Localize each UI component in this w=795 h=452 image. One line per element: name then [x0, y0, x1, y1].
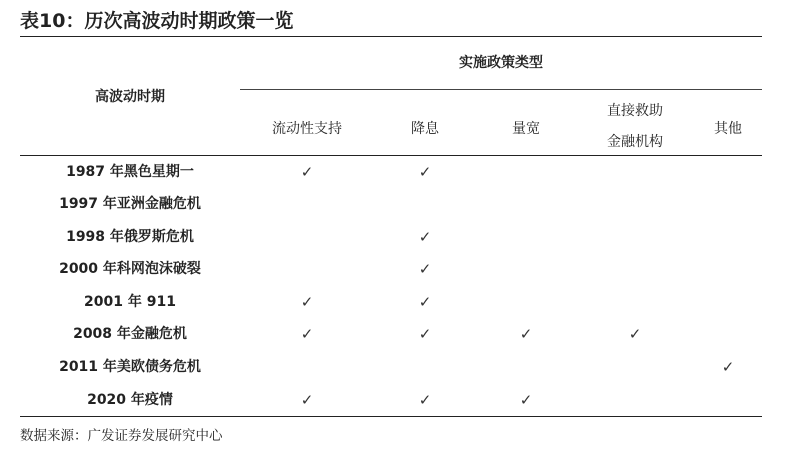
check-mark-icon: ✓ — [418, 228, 432, 246]
check-mark-icon: ✓ — [300, 325, 314, 343]
check-mark-icon: ✓ — [418, 325, 432, 343]
column-header — [466, 114, 586, 145]
column-header-line: 流动性支持 — [272, 121, 342, 137]
table-title: 表10：历次高波动时期政策一览 — [20, 10, 294, 32]
check-mark-icon: ✓ — [418, 293, 432, 311]
column-header-line: 金融机构 — [607, 134, 663, 150]
row-period-label: 1997 年亚洲金融危机 — [59, 196, 201, 212]
check-mark-icon: ✓ — [300, 391, 314, 409]
row-period-label: 2020 年疫情 — [87, 392, 173, 408]
check-mark-icon: ✓ — [418, 163, 432, 181]
check-mark-icon: ✓ — [628, 325, 642, 343]
row-period-label: 1998 年俄罗斯危机 — [66, 229, 194, 245]
check-mark-icon: ✓ — [300, 293, 314, 311]
check-mark-icon: ✓ — [300, 163, 314, 181]
policy-type-header: 实施政策类型 — [459, 55, 543, 71]
column-header-line: 量宽 — [512, 121, 540, 137]
row-period-label: 2001 年 911 — [84, 294, 176, 310]
sub-header-rule — [240, 89, 762, 90]
column-header-line: 直接救助 — [607, 103, 663, 119]
period-header: 高波动时期 — [95, 89, 165, 105]
row-period-label: 2011 年美欧债务危机 — [59, 359, 201, 375]
check-mark-icon: ✓ — [721, 358, 735, 376]
top-rule — [20, 36, 762, 37]
row-period-label: 2000 年科网泡沫破裂 — [59, 261, 201, 277]
row-period-label: 1987 年黑色星期一 — [66, 164, 194, 180]
header-bottom-rule — [20, 155, 762, 156]
column-header-line: 其他 — [714, 121, 742, 137]
column-header — [668, 114, 788, 145]
check-mark-icon: ✓ — [519, 391, 533, 409]
check-mark-icon: ✓ — [519, 325, 533, 343]
column-header — [247, 114, 367, 145]
check-mark-icon: ✓ — [418, 391, 432, 409]
row-period-label: 2008 年金融危机 — [73, 326, 187, 342]
column-header-line: 降息 — [411, 121, 439, 137]
bottom-rule — [20, 416, 762, 417]
source-note: 数据来源：广发证券发展研究中心 — [20, 428, 223, 444]
check-mark-icon: ✓ — [418, 260, 432, 278]
